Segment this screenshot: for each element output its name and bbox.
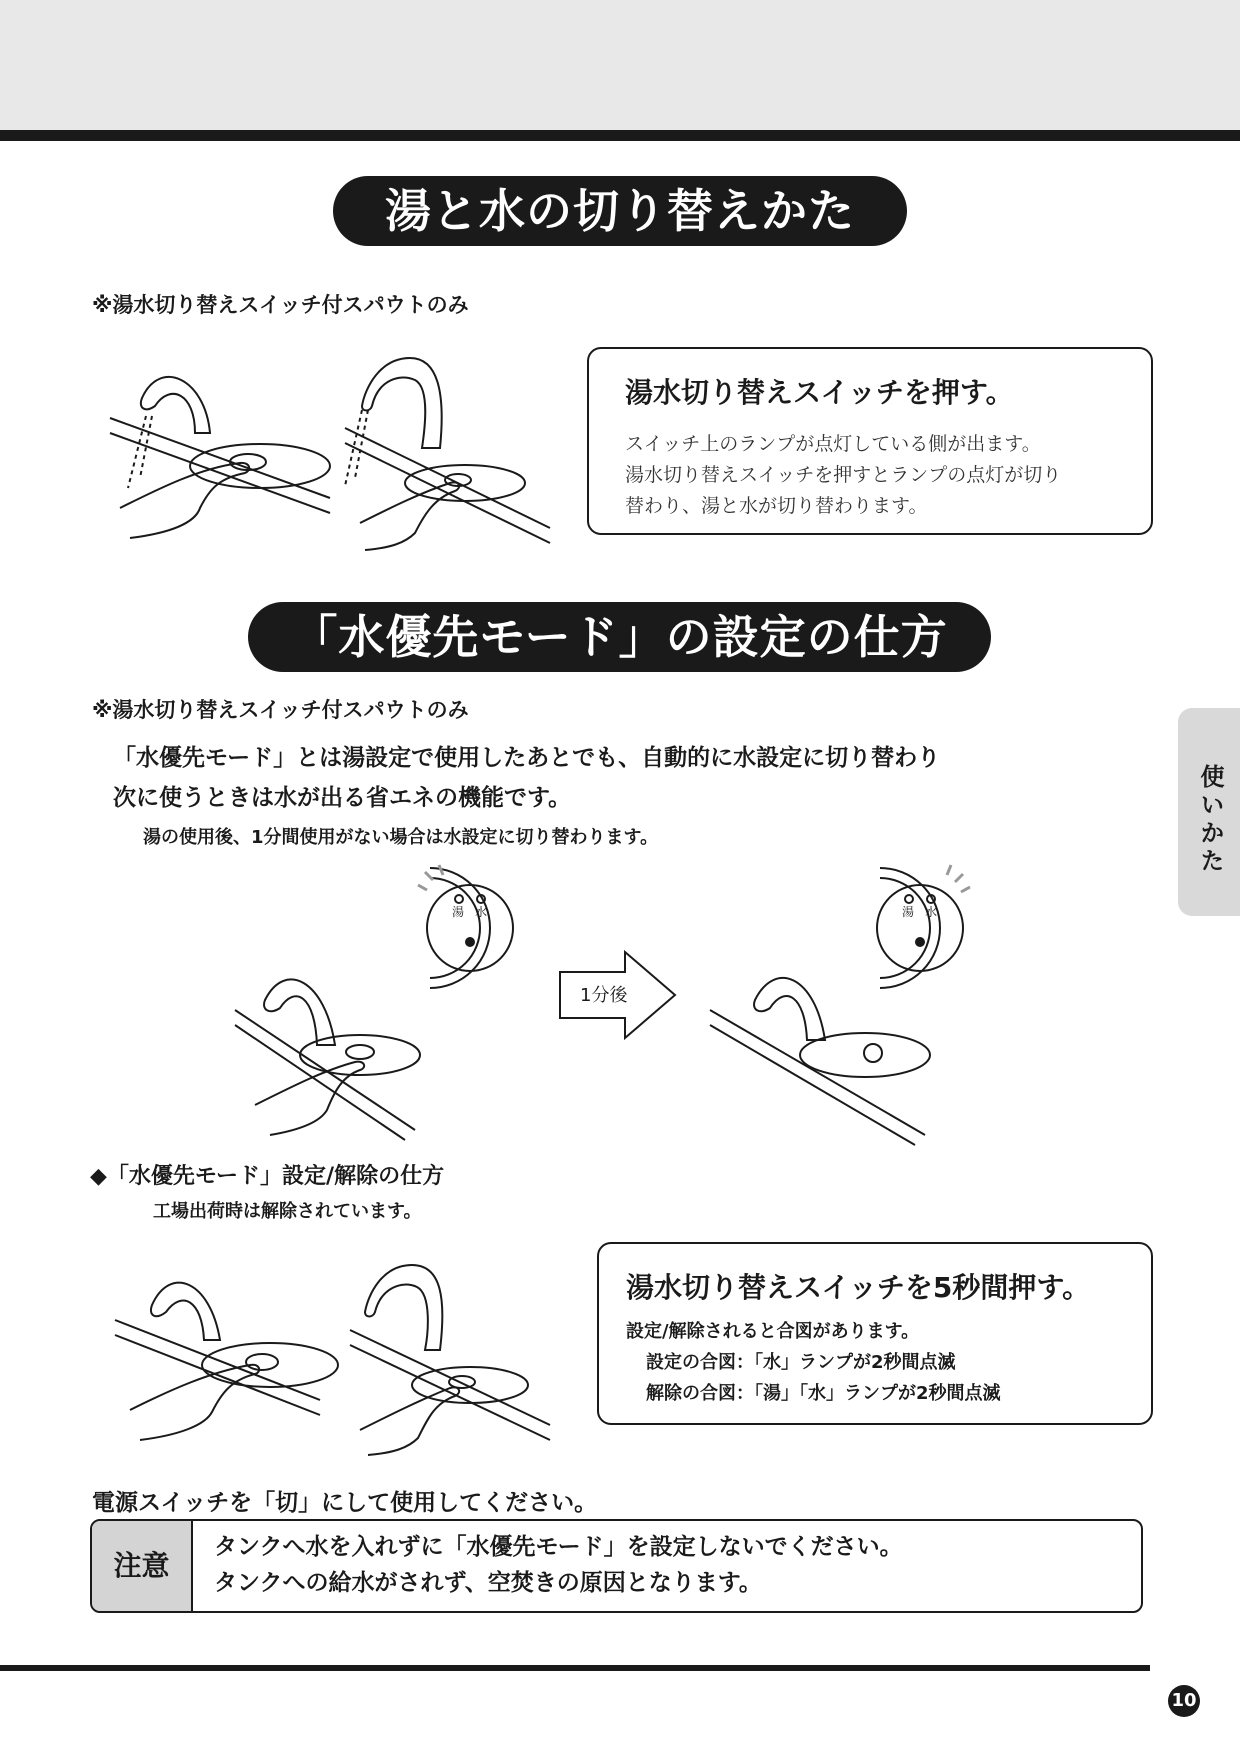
arrow-label: 1分後 bbox=[580, 985, 628, 1006]
caution-text bbox=[214, 1529, 903, 1601]
subsection-note: 工場出荷時は解除されています。 bbox=[153, 1201, 422, 1222]
water-priority-illustration bbox=[225, 850, 1025, 1150]
hold-instruction-box bbox=[597, 1242, 1153, 1425]
side-tab-label: 使いかた bbox=[1196, 764, 1224, 876]
switch-instruction-body bbox=[625, 429, 1061, 522]
caution-label: 注意 bbox=[92, 1521, 193, 1611]
section2-note: ※湯水切り替えスイッチ付スパウトのみ bbox=[92, 698, 469, 722]
lamp-label-water-right: 水 bbox=[925, 905, 938, 919]
caution-box bbox=[90, 1519, 1143, 1613]
hold-instruction-body bbox=[626, 1316, 1001, 1409]
header-rule bbox=[0, 130, 1240, 141]
switch-instruction-line: 替わり、湯と水が切り替わります。 bbox=[625, 495, 928, 517]
switch-instruction-box bbox=[587, 347, 1153, 535]
side-tab-usage[interactable] bbox=[1178, 708, 1240, 916]
section1-heading: 湯と水の切り替えかた bbox=[333, 176, 907, 246]
switch-instruction-title: 湯水切り替えスイッチを押す。 bbox=[625, 376, 1014, 409]
description-line: 次に使うときは水が出る省エネの機能です。 bbox=[113, 785, 572, 811]
lamp-label-hot-right: 湯 bbox=[902, 905, 915, 919]
lamp-label-water-left: 水 bbox=[475, 905, 488, 919]
power-switch-note: 電源スイッチを「切」にして使用してください。 bbox=[92, 1490, 598, 1516]
caution-line: タンクへ水を入れずに「水優先モード」を設定しないでください。 bbox=[214, 1534, 903, 1560]
section2-heading: 「水優先モード」の設定の仕方 bbox=[248, 602, 991, 672]
hold-instruction-line: 解除の合図：「湯」「水」ランプが2秒間点滅 bbox=[646, 1383, 1001, 1404]
water-priority-description bbox=[113, 738, 940, 818]
page-number: 10 bbox=[1168, 1685, 1200, 1717]
caution-line: タンクへの給水がされず、空焚きの原因となります。 bbox=[214, 1570, 762, 1596]
hold-instruction-line: 設定/解除されると合図があります。 bbox=[626, 1321, 920, 1342]
header-band bbox=[0, 0, 1240, 130]
switch-instruction-line: 湯水切り替えスイッチを押すとランプの点灯が切り bbox=[625, 464, 1062, 486]
hold-instruction-line: 設定の合図：「水」ランプが2秒間点滅 bbox=[646, 1352, 956, 1373]
switch-instruction-line: スイッチ上のランプが点灯している側が出ます。 bbox=[625, 433, 1041, 455]
faucet-press-illustration bbox=[100, 338, 580, 558]
faucet-hold-illustration bbox=[110, 1250, 570, 1460]
lamp-label-hot-left: 湯 bbox=[452, 905, 465, 919]
subsection-title: ◆「水優先モード」設定/解除の仕方 bbox=[90, 1164, 445, 1189]
description-line: 「水優先モード」とは湯設定で使用したあとでも、自動的に水設定に切り替わり bbox=[113, 745, 941, 771]
section1-note: ※湯水切り替えスイッチ付スパウトのみ bbox=[92, 293, 469, 317]
footer-rule bbox=[0, 1665, 1150, 1671]
description-subline: 湯の使用後、1分間使用がない場合は水設定に切り替わります。 bbox=[143, 827, 659, 848]
hold-instruction-title: 湯水切り替えスイッチを5秒間押す。 bbox=[626, 1271, 1091, 1304]
